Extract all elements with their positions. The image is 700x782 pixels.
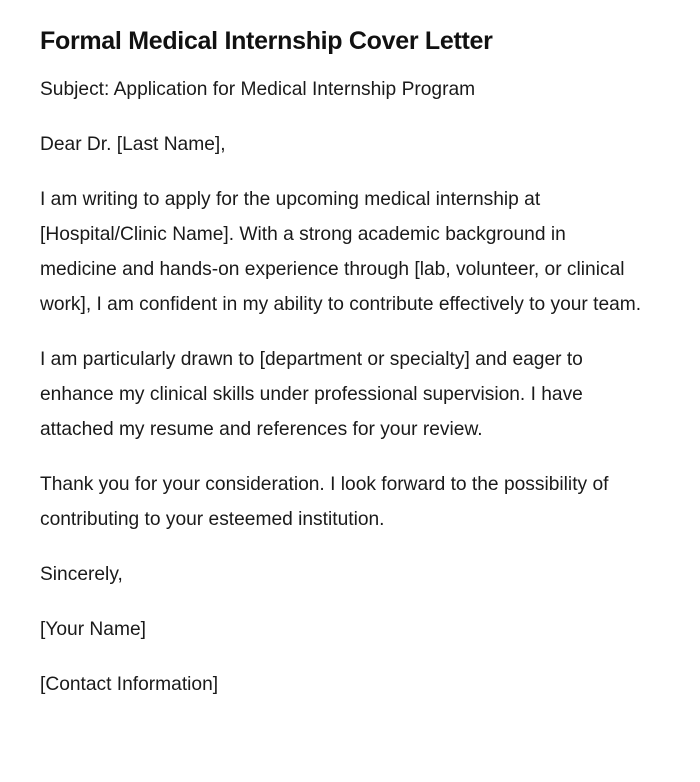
page-title: Formal Medical Internship Cover Letter — [40, 27, 493, 55]
body-paragraph-intro: I am writing to apply for the upcoming medical internship at [Hospital/Clinic Name]. With a strong academic background in medicine and hands-on experience through [lab, volunteer, or clinical work], I am confident in my ability to contribute effectively to your team. — [40, 189, 642, 315]
body-paragraph-interest: I am particularly drawn to [department or specialty] and eager to enhance my clinical skills under professional supervision. I have attached my resume and references for your review. — [40, 349, 583, 440]
subject-line: Subject: Application for Medical Internship Program — [40, 79, 476, 100]
signature-name: [Your Name] — [40, 619, 146, 640]
contact-information: [Contact Information] — [40, 674, 219, 695]
salutation: Dear Dr. [Last Name], — [40, 134, 226, 155]
closing: Sincerely, — [40, 564, 123, 585]
body-paragraph-thanks: Thank you for your consideration. I look forward to the possibility of contributing to your esteemed institution. — [40, 474, 609, 530]
